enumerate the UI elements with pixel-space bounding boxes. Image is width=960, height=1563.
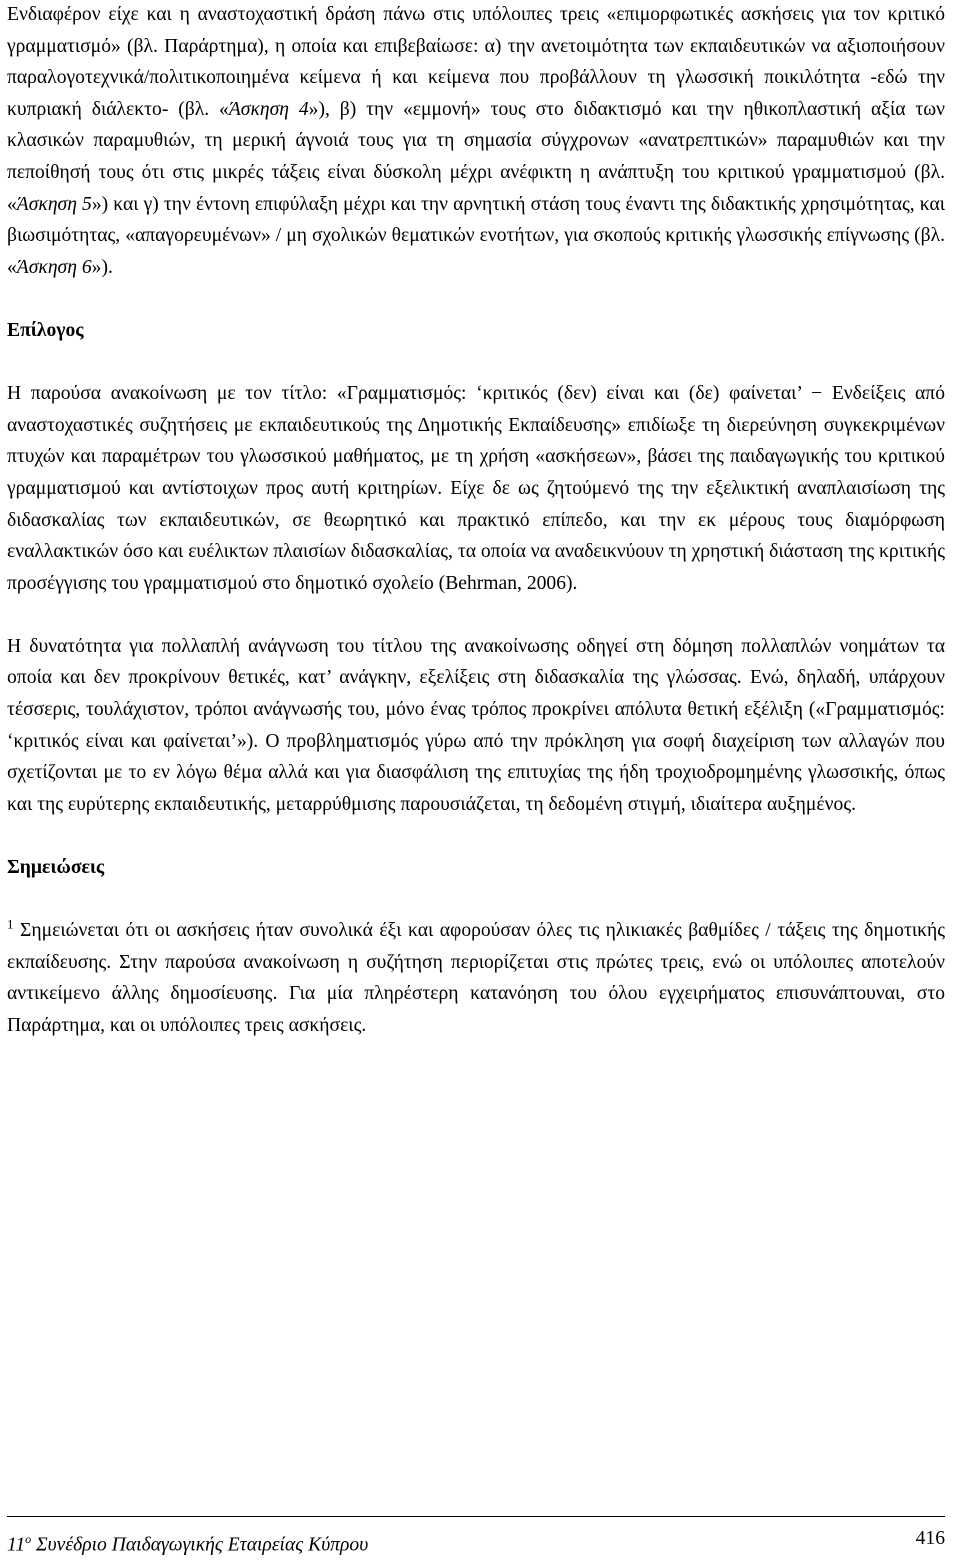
page-number: 416 <box>915 1528 945 1549</box>
exercise-4-ref: Άσκηση 4 <box>228 98 309 120</box>
page-footer <box>7 1516 945 1558</box>
footnote-1: $^1$ Σημειώνεται ότι οι ασκήσεις ήταν συνολικά έξι και αφορούσαν όλες τις ηλικιακές βαθμίδες / τάξεις της δημοτικής εκπαίδευσης. Στην παρούσα ανακοίνωση η συζήτηση περιορίζεται στις πρώτες τρεις, ενώ οι υπόλοιπες αποτελούν αντικείμενο άλλης δημοσίευσης. Για μία πληρέστερη κατανόηση του όλου εγχειρήματος επισυνάπτουναι, στο Παράρτημα, και οι υπόλοιπες τρεις ασκήσεις. <box>7 916 945 1036</box>
footnote-number: 1 <box>7 916 14 932</box>
exercise-6-ref: Άσκηση 6 <box>16 256 92 278</box>
conference-name: $11^o$ Συνέδριο Παιδαγωγικής Εταιρείας Κύπρου <box>7 1532 369 1556</box>
paragraph-epilogue-1: Η παρούσα ανακοίνωση με τον τίτλο: «Γραμματισμός: ‘κριτικός (δεν) είναι και (δε) φαίνεται’ − Ενδείξεις από αναστοχαστικές συζητήσεις με εκπαιδευτικούς της Δημοτικής Εκπαίδευσης» επιδίωξε τη διερεύνηση συγκεκριμένων πτυχών και παραμέτρων του γλωσσικού μαθήματος, με τη χρήση «ασκήσεων», βάσει της παιδαγωγικής του κριτικού γραμματισμού και αντίστοιχων προς αυτή κριτηρίων. Είχε δε ως ζητούμενό της την εξελικτική αναπλαισίωση της διδασκαλίας των εκπαιδευτικών, σε θεωρητικό και πρακτικό επίπεδο, και την εκ μέρους τους διαμόρφωση εναλλακτικών όσο και ευέλικτων πλαισίων διδασκαλίας, τα οποία να αναδεικνύουν τη χρηστική διάσταση της κριτικής προσέγγισης του γραμματισμού στο δημοτικό σχολείο (Behrman, 2006). <box>7 383 945 594</box>
paragraph-exercises: Ενδιαφέρον είχε και η αναστοχαστική δράση πάνω στις υπόλοιπες τρεις «επιμορφωτικές ασκήσεις για τον κριτικό γραμματισμό» (βλ. Παράρτημα), η οποία και επιβεβαίωσε: α) την ανετοιμότητα των εκπαιδευτικών να αξιοποιήσουν παραλογοτεχνικά/πολιτικοποιημένα κείμενα ή και κείμενα που προβάλλουν τη γλωσσική ποικιλότητα -εδώ την κυπριακή διάλεκτο- (βλ. «Άσκηση 4»), β) την «εμμονή» τους στο διδακτισμό και την ηθικοπλαστική αξία των κλασικών παραμυθιών, τη μερική άγνοιά τους για τη σημασία σύγχρονων «ανατρεπτικών» παραμυθιών και την πεποίθησή τους ότι στις μικρές τάξεις είναι δύσκολη μέχρι ανέφικτη η ανάπτυξη του κριτικού γραμματισμού (βλ. «Άσκηση 5») και γ) την έντονη επιφύλαξη μέχρι και την αρνητική στάση τους έναντι της διδακτικής χρησιμότητας, και βιωσιμότητας, «απαγορευμένων» / μη σχολικών θεματικών ενοτήτων, για σκοπούς κριτικής γλωσσικής επίγνωσης (βλ. «Άσκηση 6»). <box>7 4 946 278</box>
heading-epilogue: Επίλογος <box>7 319 84 341</box>
heading-notes: Σημειώσεις <box>7 857 105 879</box>
exercise-5-ref: Άσκηση 5 <box>16 193 92 215</box>
paragraph-epilogue-2: Η δυνατότητα για πολλαπλή ανάγνωση του τίτλου της ανακοίνωσης οδηγεί στη δόμηση πολλαπλών νοημάτων τα οποία και δεν προκρίνουν θετικές, κατ’ ανάγκην, εξελίξεις στη διδασκαλία της γλώσσας. Ενώ, δηλαδή, υπάρχουν τέσσερις, τουλάχιστον, τρόποι ανάγνωσής του, μόνο ένας τρόπος προκρίνει απόλυτα θετική εξέλιξη («Γραμματισμός: ‘κριτικός είναι και φαίνεται’»). Ο προβληματισμός γύρω από την πρόκληση για σοφή διαχείριση των αλλαγών που σχετίζονται με το εν λόγω θέμα αλλά και για διασφάλιση της επιτυχίας της ήδη τροχιοδρομημένης γλωσσικής, όπως και της ευρύτερης εκπαιδευτικής, μεταρρύθμισης παρουσιάζεται, τη δεδομένη στιγμή, ιδιαίτερα αυξημένος. <box>7 635 945 815</box>
document-page <box>7 0 945 1042</box>
